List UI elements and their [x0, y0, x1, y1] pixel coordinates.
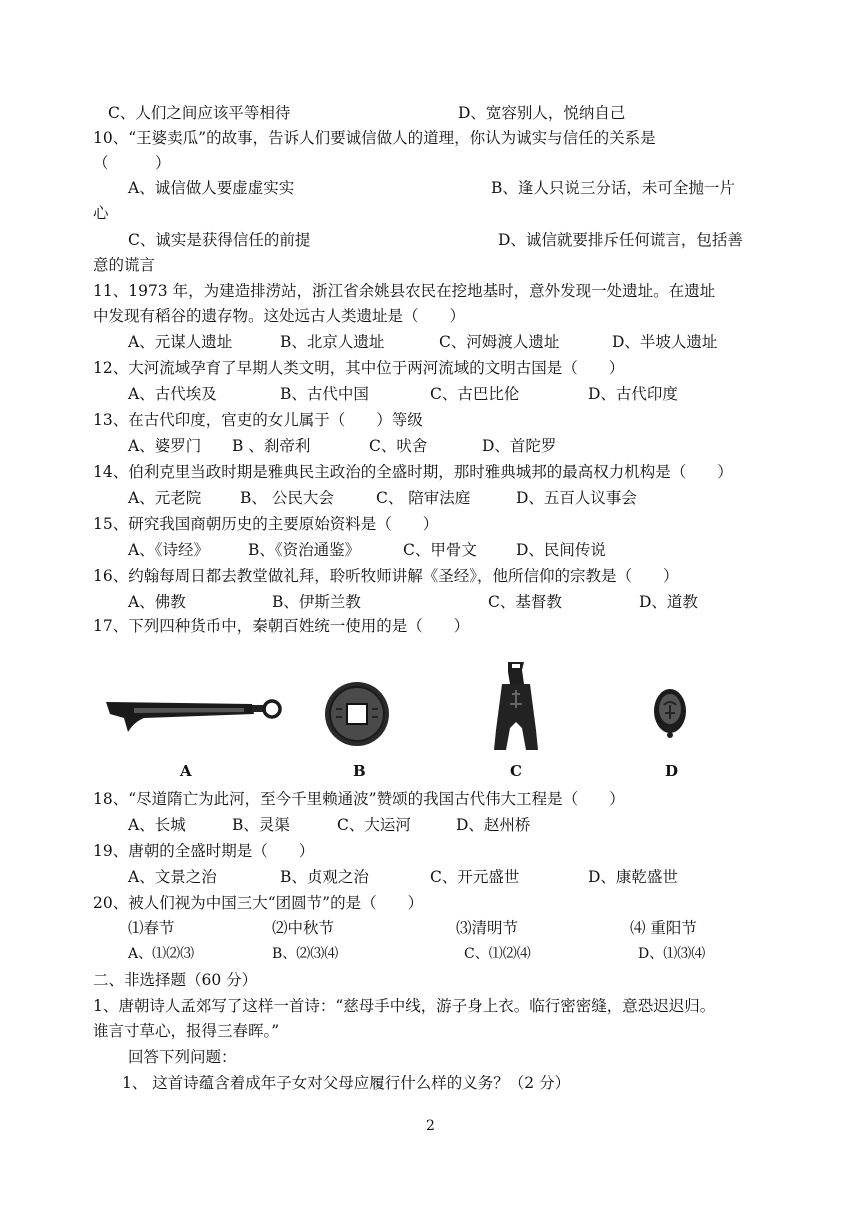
page-number: 2: [426, 1118, 435, 1134]
q14-option-c: C、 陪审法庭: [376, 489, 471, 507]
q20-item-2: ⑵中秋节: [272, 919, 335, 937]
round-coin-image: [322, 679, 392, 749]
q14-option-d: D、五百人议事会: [516, 489, 637, 507]
q16-option-a: A、佛教: [128, 593, 186, 611]
q15-option-d: D、民间传说: [516, 541, 606, 559]
q11-stem-cont: 中发现有稻谷的遗存物。这处远古人类遗址是（ ）: [93, 307, 466, 325]
q16-option-d: D、道教: [639, 593, 698, 611]
section2-title: 二、非选择题（60 分）: [93, 971, 258, 989]
q12-option-d: D、古代印度: [588, 385, 678, 403]
q10-stem-cont: （ ）: [93, 154, 171, 172]
q14-stem: 14、伯利克里当政时期是雅典民主政治的全盛时期，那时雅典城邦的最高权力机构是（ ）: [93, 463, 733, 481]
q12-stem: 12、大河流域孕育了早期人类文明，其中位于两河流域的文明古国是（ ）: [93, 359, 625, 377]
q13-option-c: C、吠舍: [369, 437, 428, 455]
q18-option-d: D、赵州桥: [456, 816, 531, 834]
q20-option-d: D、⑴⑶⑷: [638, 946, 706, 962]
coin-label-c: C: [510, 762, 522, 780]
q19-option-a: A、文景之治: [128, 868, 217, 886]
q16-option-c: C、基督教: [488, 593, 562, 611]
q17-stem: 17、下列四种货币中，秦朝百姓统一使用的是（ ）: [93, 617, 470, 635]
q20-item-4: ⑷ 重阳节: [630, 919, 697, 937]
q11-option-a: A、元谋人遗址: [128, 333, 233, 351]
q18-stem: 18、“尽道隋亡为此河，至今千里赖通波”赞颂的我国古代伟大工程是（ ）: [93, 790, 625, 808]
q15-option-b: B、《资治通鉴》: [248, 541, 361, 559]
q11-option-d: D、半坡人遗址: [612, 333, 718, 351]
q19-option-b: B、贞观之治: [280, 868, 369, 886]
q19-option-d: D、康乾盛世: [588, 868, 678, 886]
coin-label-a: A: [180, 762, 192, 780]
q14-option-b: B、 公民大会: [240, 489, 334, 507]
q11-option-b: B、北京人遗址: [280, 333, 385, 351]
q10-stem: 10、“王婆卖瓜”的故事，告诉人们要诚信做人的道理，你认为诚实与信任的关系是: [93, 129, 656, 147]
q16-option-b: B、伊斯兰教: [272, 593, 361, 611]
coin-label-d: D: [665, 762, 679, 780]
q10-option-d: D、诚信就要排斥任何谎言，包括善: [498, 231, 743, 249]
q13-stem: 13、在古代印度，官吏的女儿属于（ ）等级: [93, 411, 423, 429]
q15-stem: 15、研究我国商朝历史的主要原始资料是（ ）: [93, 515, 439, 533]
spade-money-image: [488, 660, 544, 752]
q20-option-a: A、⑴⑵⑶: [128, 946, 195, 962]
q20-item-3: ⑶清明节: [456, 919, 519, 937]
q12-option-a: A、古代埃及: [128, 385, 217, 403]
s2-q1-sub1: 1、 这首诗蕴含着成年子女对父母应履行什么样的义务？（2 分）: [122, 1074, 571, 1092]
q9-option-c: C、人们之间应该平等相待: [108, 104, 291, 122]
q12-option-b: B、古代中国: [280, 385, 369, 403]
q18-option-b: B、灵渠: [232, 816, 290, 834]
q12-option-c: C、古巴比伦: [430, 385, 520, 403]
q20-item-1: ⑴春节: [128, 919, 175, 937]
coin-label-b: B: [353, 762, 366, 780]
q18-option-a: A、长城: [128, 816, 186, 834]
q13-option-d: D、首陀罗: [482, 437, 557, 455]
q14-option-a: A、元老院: [128, 489, 202, 507]
q20-option-c: C、⑴⑵⑷: [464, 946, 531, 962]
q19-stem: 19、唐朝的全盛时期是（ ）: [93, 842, 315, 860]
q13-option-a: A、婆罗门: [128, 437, 202, 455]
q11-option-c: C、河姆渡人遗址: [439, 333, 560, 351]
q20-stem: 20、被人们视为中国三大“团圆节”的是（ ）: [93, 894, 424, 912]
q13-option-b: B 、刹帝利: [232, 437, 311, 455]
q15-option-c: C、甲骨文: [403, 541, 477, 559]
s2-q1-stem: 1、唐朝诗人孟郊写了这样一首诗：“慈母手中线，游子身上衣。临行密密缝，意恐迟迟归。: [93, 997, 716, 1015]
ant-nose-money-image: [651, 683, 689, 741]
q18-option-c: C、大运河: [337, 816, 411, 834]
q10-option-b: B、逢人只说三分话，未可全抛一片: [491, 179, 735, 197]
q10-option-c: C、诚实是获得信任的前提: [128, 231, 311, 249]
q10-option-a: A、诚信做人要虚虚实实: [128, 179, 295, 197]
q15-option-a: A、《诗经》: [128, 541, 209, 559]
q9-option-d: D、宽容别人，悦纳自己: [458, 104, 626, 122]
q10-option-b-cont: 心: [93, 204, 109, 222]
q10-option-d-cont: 意的谎言: [93, 256, 156, 274]
knife-money-image: [104, 688, 284, 736]
q20-option-b: B、⑵⑶⑷: [272, 946, 339, 962]
q11-stem: 11、1973 年，为建造排涝站，浙江省余姚县农民在挖地基时，意外发现一处遗址。在遗址: [93, 282, 716, 300]
s2-q1-stem-cont: 谁言寸草心，报得三春晖。”: [93, 1022, 280, 1040]
q19-option-c: C、开元盛世: [430, 868, 520, 886]
answer-prompt: 回答下列问题：: [128, 1048, 237, 1066]
q16-stem: 16、约翰每周日都去教堂做礼拜，聆听牧师讲解《圣经》，他所信仰的宗教是（ ）: [93, 567, 679, 585]
